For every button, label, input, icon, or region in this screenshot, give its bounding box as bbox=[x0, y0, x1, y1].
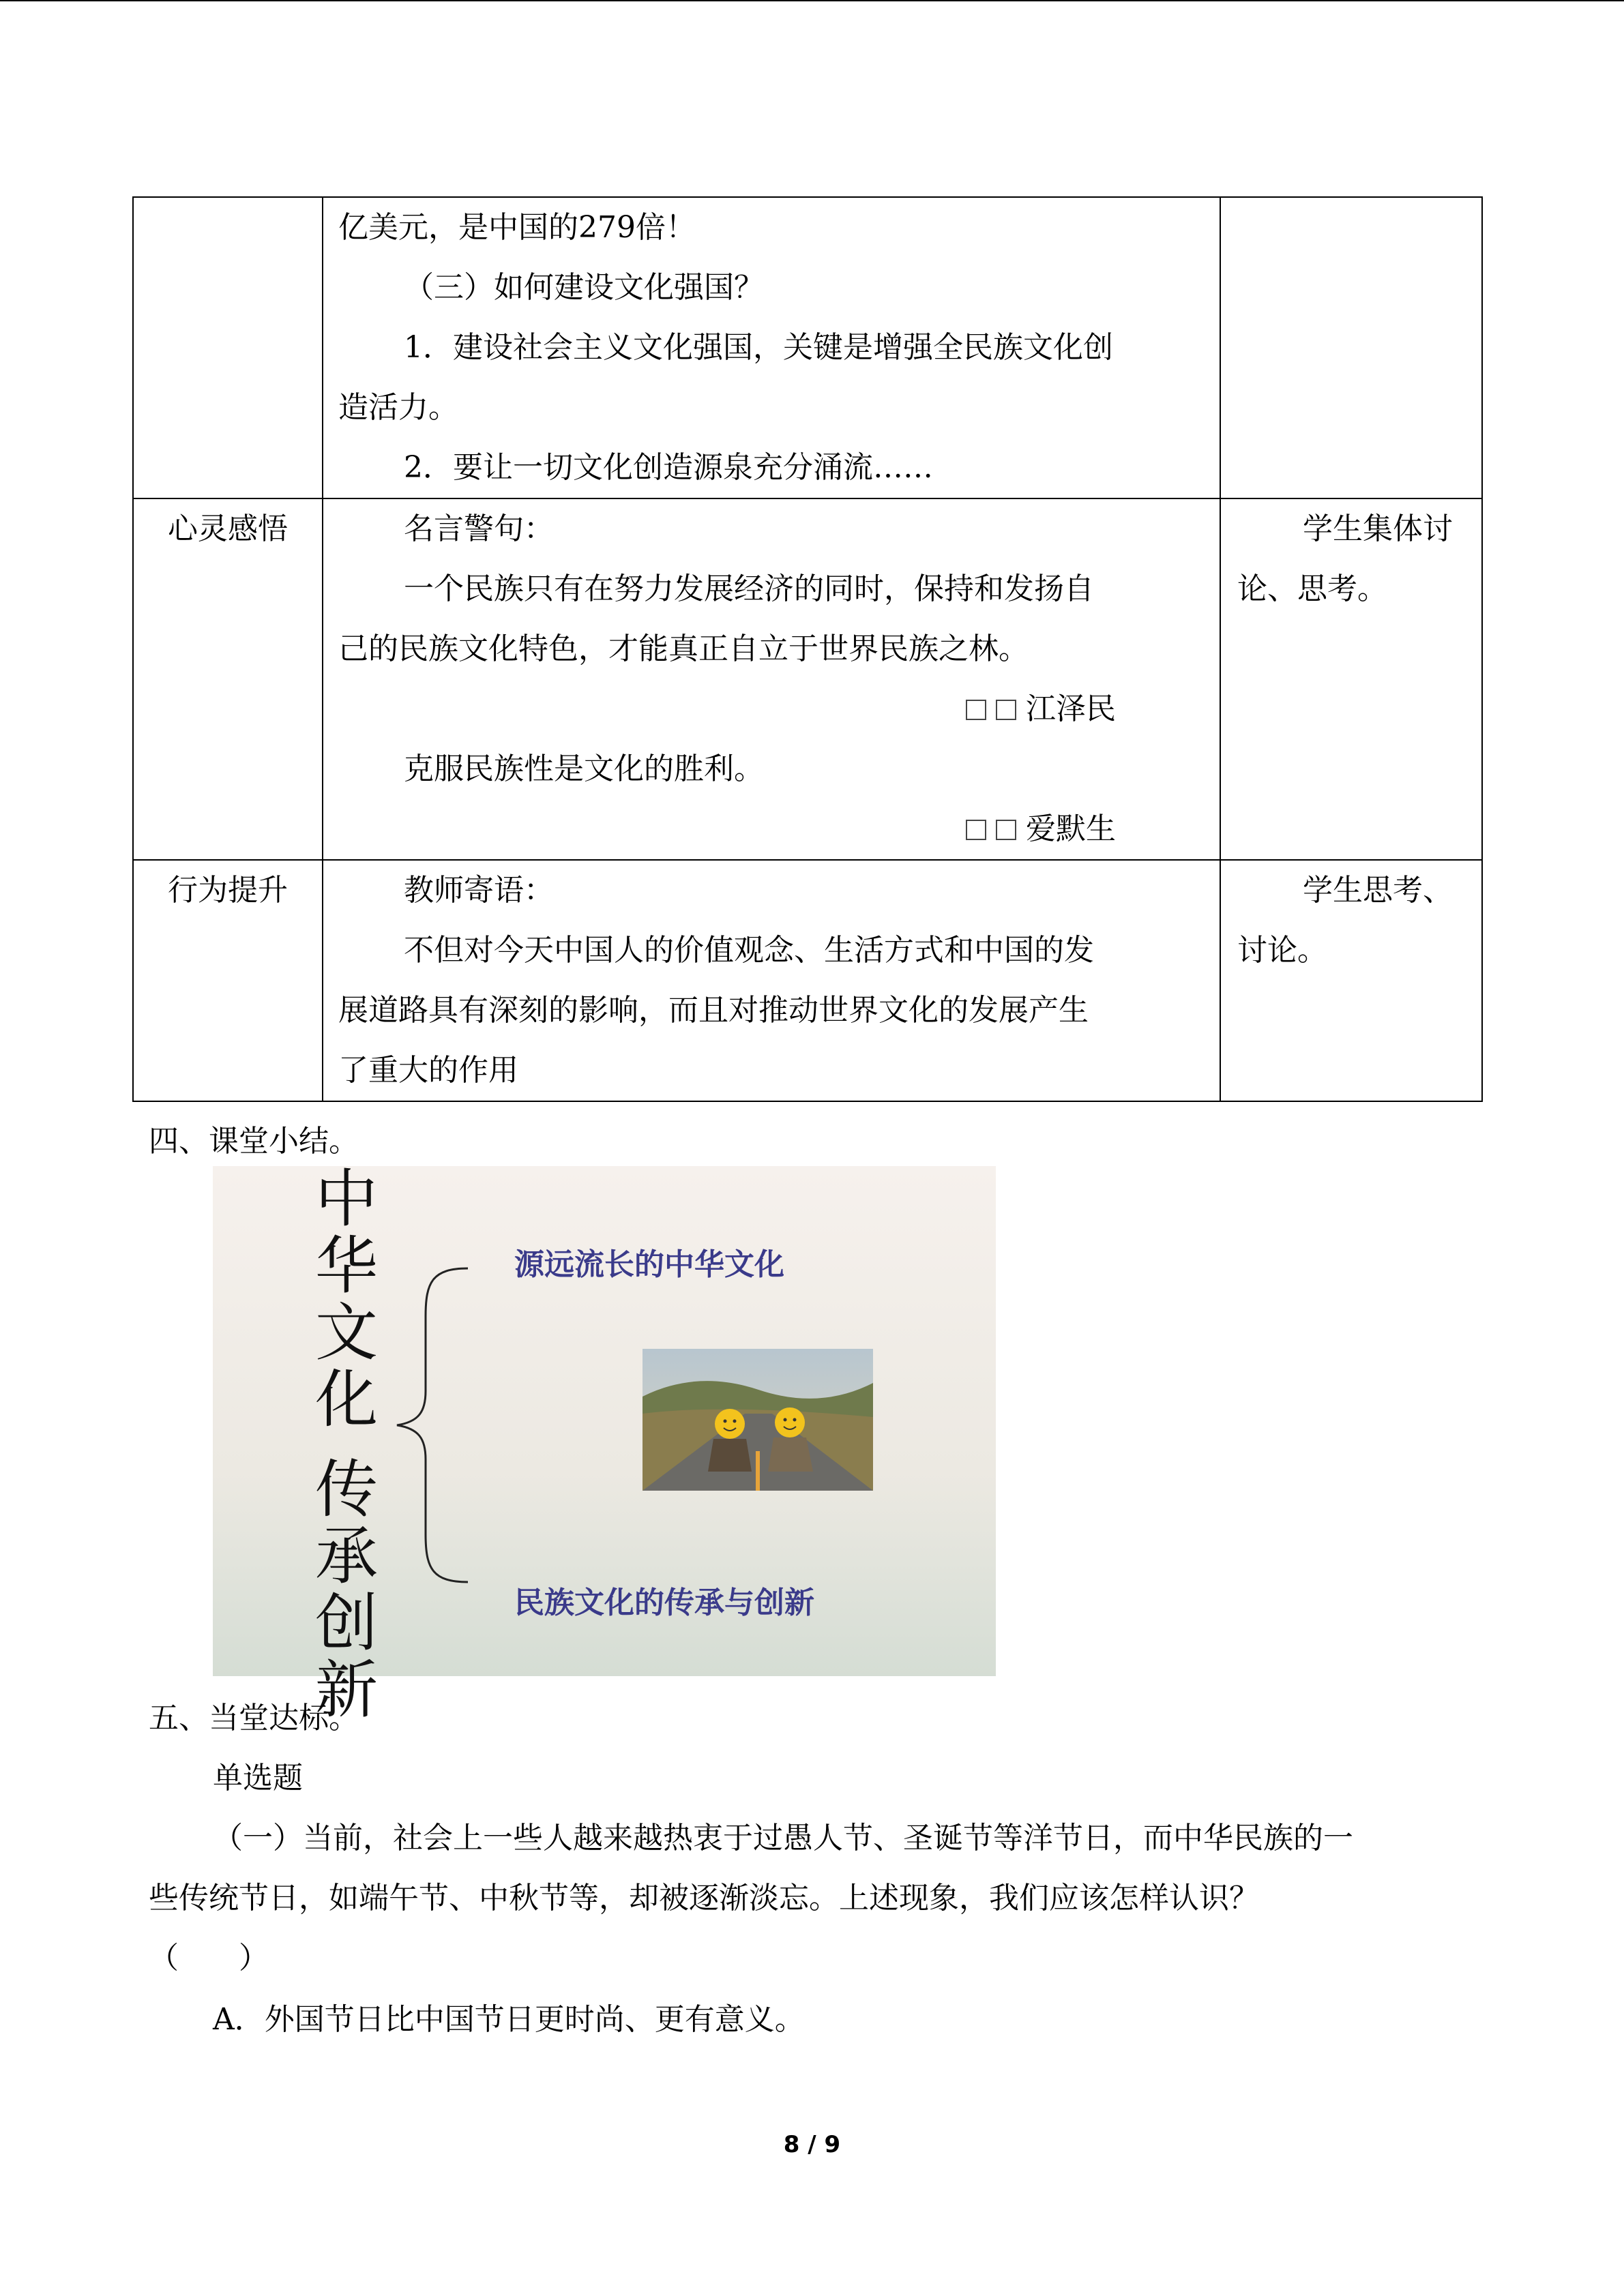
placeholder-box-icon bbox=[966, 700, 986, 720]
option-a: A．外国节日比中国节日更时尚、更有意义。 bbox=[213, 2002, 805, 2037]
row3-line-c: 了重大的作用 bbox=[338, 1053, 518, 1088]
branch-top-label: 源远流长的中华文化 bbox=[514, 1247, 784, 1282]
row2-label: 心灵感悟 bbox=[133, 498, 323, 860]
placeholder-box-icon bbox=[996, 700, 1016, 720]
row1-line4: 造活力。 bbox=[338, 390, 458, 425]
row2-heading: 名言警句： bbox=[404, 511, 554, 546]
table-row bbox=[133, 498, 1482, 860]
row1-line3: 1．建设社会主义文化强国，关键是增强全民族文化创 bbox=[404, 330, 1113, 365]
row2-activity-b: 论、思考。 bbox=[1237, 571, 1387, 606]
placeholder-box-icon bbox=[966, 820, 986, 840]
lesson-plan-table bbox=[132, 196, 1483, 1102]
section5-heading: 五、当堂达标。 bbox=[149, 1701, 359, 1735]
row2-author1 bbox=[338, 679, 1205, 739]
question1-line-a: （一）当前，社会上一些人越来越热衷于过愚人节、圣诞节等洋节日，而中华民族的一 bbox=[213, 1821, 1353, 1855]
row2-content bbox=[323, 498, 1220, 860]
row1-line2: （三）如何建设文化强国？ bbox=[404, 270, 764, 305]
row2-activity bbox=[1220, 498, 1482, 860]
smiley-couple-photo bbox=[643, 1349, 873, 1491]
row2-author2 bbox=[338, 799, 1205, 859]
row2-quote1-b: 己的民族文化特色，才能真正自立于世界民族之林。 bbox=[338, 631, 1029, 666]
row3-activity-b: 讨论。 bbox=[1237, 933, 1327, 968]
table-row bbox=[133, 197, 1482, 498]
top-border-line bbox=[0, 0, 1624, 1]
title-char: 文 bbox=[314, 1296, 378, 1369]
single-choice-label: 单选题 bbox=[213, 1761, 303, 1795]
section4-heading: 四、课堂小结。 bbox=[149, 1124, 359, 1159]
title-char: 化 bbox=[314, 1363, 378, 1436]
row2-activity-a: 学生集体讨 bbox=[1303, 511, 1453, 546]
title-char: 创 bbox=[314, 1587, 378, 1660]
row3-line-a: 不但对今天中国人的价值观念、生活方式和中国的发 bbox=[404, 933, 1094, 968]
question1-line-b: 些传统节日，如端午节、中秋节等，却被逐渐淡忘。上述现象，我们应该怎样认识？ bbox=[149, 1881, 1259, 1915]
title-char: 中 bbox=[314, 1163, 378, 1236]
summary-vertical-title bbox=[312, 1163, 381, 1727]
row3-line-b: 展道路具有深刻的影响，而且对推动世界文化的发展产生 bbox=[338, 993, 1089, 1028]
row1-col3 bbox=[1220, 197, 1482, 498]
branch-bottom-label: 民族文化的传承与创新 bbox=[514, 1585, 814, 1620]
row2-quote2: 克服民族性是文化的胜利。 bbox=[404, 751, 764, 786]
row3-content bbox=[323, 860, 1220, 1101]
author2-name: 爱默生 bbox=[1026, 811, 1116, 846]
curly-brace-icon bbox=[392, 1255, 473, 1596]
page-number: 8 / 9 bbox=[783, 2131, 841, 2158]
answer-parentheses: （ ） bbox=[149, 1941, 269, 1976]
title-char: 新 bbox=[314, 1654, 378, 1727]
title-char: 华 bbox=[314, 1229, 378, 1302]
title-char: 传 bbox=[314, 1453, 378, 1526]
placeholder-box-icon bbox=[996, 820, 1016, 840]
row3-heading: 教师寄语： bbox=[404, 873, 554, 908]
row3-activity bbox=[1220, 860, 1482, 1101]
row3-label: 行为提升 bbox=[133, 860, 323, 1101]
table-row bbox=[133, 860, 1482, 1101]
row1-col1 bbox=[133, 197, 323, 498]
row1-content bbox=[323, 197, 1220, 498]
row3-activity-a: 学生思考、 bbox=[1303, 873, 1453, 908]
row1-line1: 亿美元，是中国的279倍！ bbox=[338, 210, 696, 245]
row2-quote1-a: 一个民族只有在努力发展经济的同时，保持和发扬自 bbox=[404, 571, 1094, 606]
title-char: 承 bbox=[314, 1520, 378, 1593]
author1-name: 江泽民 bbox=[1026, 691, 1116, 726]
row1-line5: 2．要让一切文化创造源泉充分涌流…… bbox=[404, 450, 933, 485]
